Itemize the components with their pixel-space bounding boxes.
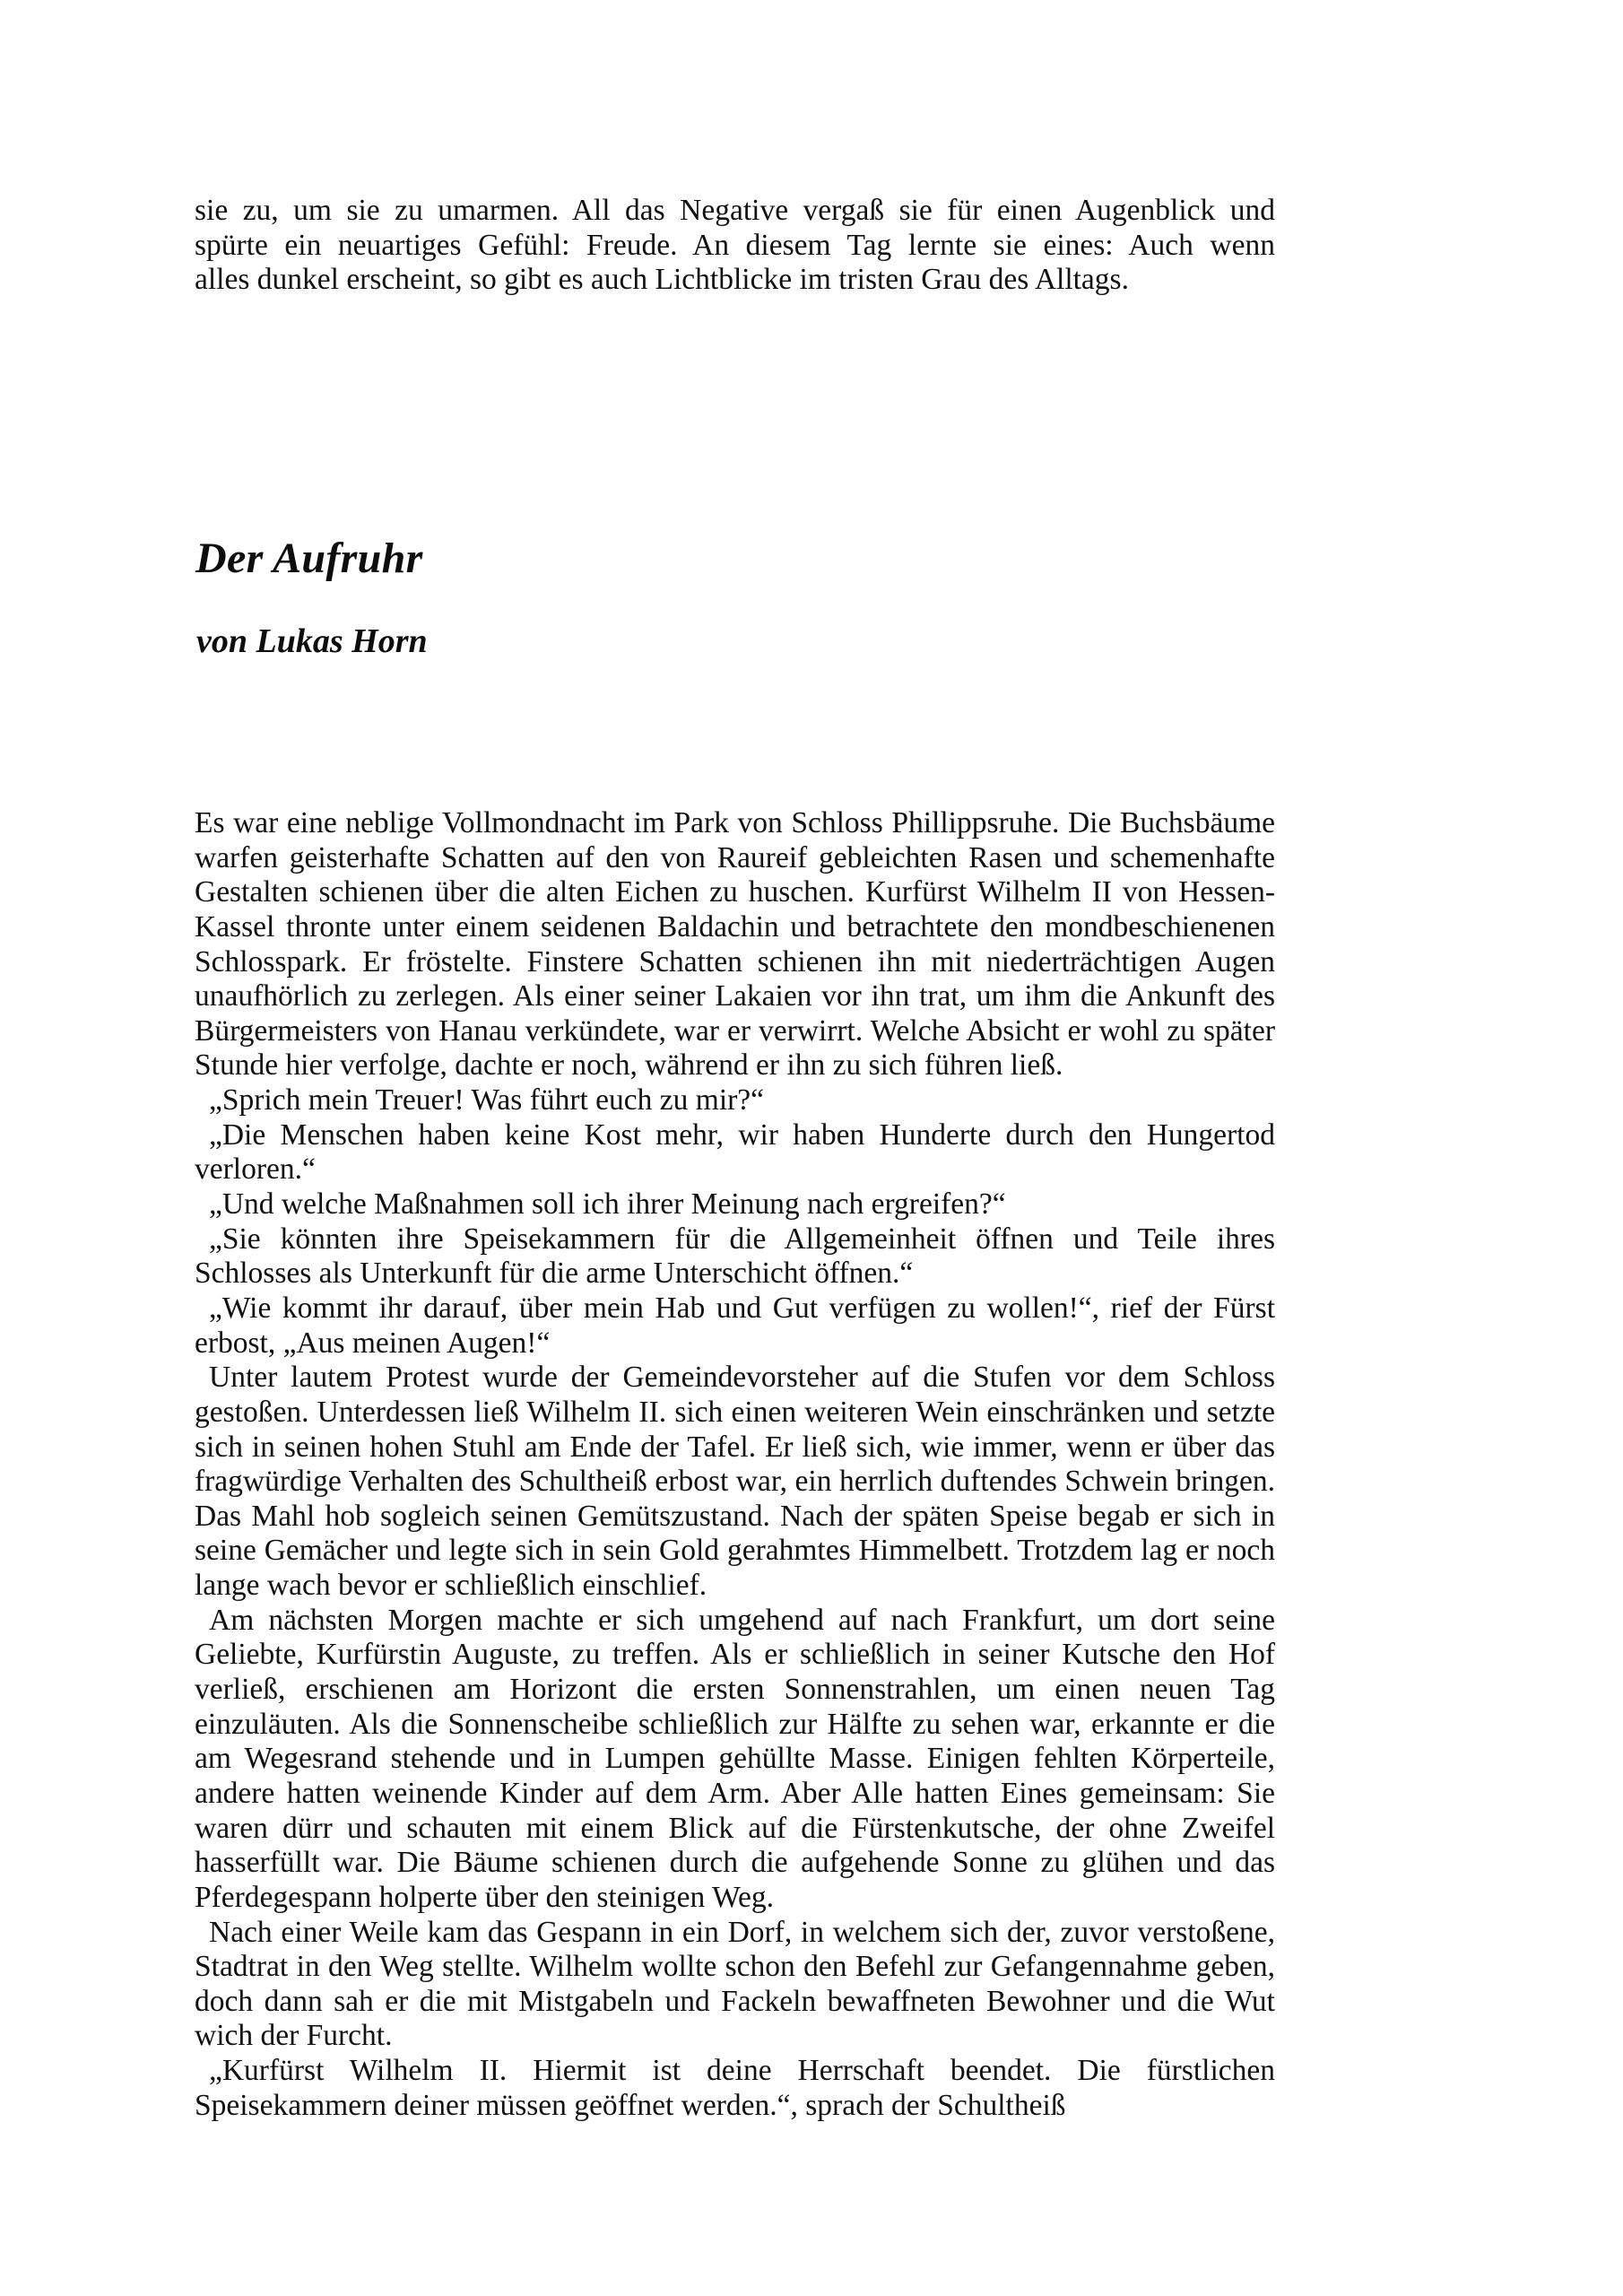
text-line: alles dunkel erscheint, so gibt es auch Lichtblicke im tristen Grau des Alltags. xyxy=(195,263,1129,297)
text-line: „Die Menschen haben keine Kost mehr, wir haben Hunderte durch den Hungertod xyxy=(209,1118,1275,1152)
text-line: Am nächsten Morgen machte er sich umgehend auf nach Frankfurt, um dort seine xyxy=(209,1603,1275,1637)
text-line: sich in seinen hohen Stuhl am Ende der Tafel. Er ließ sich, wie immer, wenn er über das xyxy=(195,1430,1275,1464)
text-line: Unter lautem Protest wurde der Gemeindevorsteher auf die Stufen vor dem Schloss xyxy=(209,1361,1275,1395)
text-line: verloren.“ xyxy=(195,1152,316,1187)
text-line: fragwürdige Verhalten des Schultheiß erbost war, ein herrlich duftendes Schwein bringen. xyxy=(195,1465,1275,1499)
text-line: Speisekammern deiner müssen geöffnet werden.“, sprach der Schultheiß xyxy=(195,2088,1066,2122)
previous-story-ending xyxy=(195,194,1275,298)
text-line: warfen geisterhafte Schatten auf den von Raureif gebleichten Rasen und schemenhafte xyxy=(195,840,1275,874)
text-line: Es war eine neblige Vollmondnacht im Park von Schloss Phillippsruhe. Die Buchsbäume xyxy=(195,806,1275,839)
story-author: von Lukas Horn xyxy=(196,622,428,660)
text-line: „Sprich mein Treuer! Was führt euch zu mir?“ xyxy=(209,1083,765,1118)
text-line: Geliebte, Kurfürstin Auguste, zu treffen. Als er schließlich in seiner Kutsche den Hof xyxy=(195,1638,1275,1672)
text-line: am Wegesrand stehende und in Lumpen gehüllte Masse. Einigen fehlten Körperteile, xyxy=(195,1742,1275,1776)
text-line: Gestalten schienen über die alten Eichen zu huschen. Kurfürst Wilhelm II von Hessen- xyxy=(195,875,1275,909)
text-line: „Und welche Maßnahmen soll ich ihrer Meinung nach ergreifen?“ xyxy=(209,1187,1006,1222)
text-line: „Sie könnten ihre Speisekammern für die Allgemeinheit öffnen und Teile ihres xyxy=(209,1222,1275,1256)
text-line: sie zu, um sie zu umarmen. All das Negative vergaß sie für einen Augenblick und xyxy=(195,194,1275,227)
text-line: Schlosses als Unterkunft für die arme Unterschicht öffnen.“ xyxy=(195,1257,914,1291)
text-line: Kassel thronte unter einem seidenen Baldachin und betrachtete den mondbeschienenen xyxy=(195,909,1275,944)
story-title: Der Aufruhr xyxy=(195,535,423,582)
text-line: gestoßen. Unterdessen ließ Wilhelm II. sich einen weiteren Wein einschränken und setzte xyxy=(195,1395,1275,1429)
text-line: „Wie kommt ihr darauf, über mein Hab und Gut verfügen zu wollen!“, rief der Fürst xyxy=(209,1291,1275,1325)
text-line: spürte ein neuartiges Gefühl: Freude. An diesem Tag lernte sie eines: Auch wenn xyxy=(195,228,1275,262)
text-line: waren dürr und schauten mit einem Blick auf die Fürstenkutsche, der ohne Zweifel xyxy=(195,1811,1275,1845)
text-line: Bürgermeisters von Hanau verkündete, war er verwirrt. Welche Absicht er wohl zu später xyxy=(195,1013,1275,1048)
text-line: Stunde hier verfolge, dachte er noch, während er ihn zu sich führen ließ. xyxy=(195,1048,1063,1083)
text-line: lange wach bevor er schließlich einschlief. xyxy=(195,1569,707,1603)
text-line: andere hatten weinende Kinder auf dem Arm. Aber Alle hatten Eines gemeinsam: Sie xyxy=(195,1776,1275,1810)
text-line: hasserfüllt war. Die Bäume schienen durch die aufgehende Sonne zu glühen und das xyxy=(195,1846,1275,1880)
story-body xyxy=(195,806,1275,2123)
text-line: wich der Furcht. xyxy=(195,2019,393,2053)
text-line: erbost, „Aus meinen Augen!“ xyxy=(195,1326,551,1360)
text-line: seine Gemächer und legte sich in sein Gold gerahmtes Himmelbett. Trotzdem lag er noch xyxy=(195,1534,1275,1568)
text-line: Pferdegespann holperte über den steinigen Weg. xyxy=(195,1880,775,1914)
text-line: Stadtrat in den Weg stellte. Wilhelm wollte schon den Befehl zur Gefangennahme geben, xyxy=(195,1950,1275,1984)
text-line: Nach einer Weile kam das Gespann in ein Dorf, in welchem sich der, zuvor verstoßene, xyxy=(209,1915,1275,1949)
text-line: doch dann sah er die mit Mistgabeln und Fackeln bewaffneten Bewohner und die Wut xyxy=(195,1984,1275,2018)
text-line: einzuläuten. Als die Sonnenscheibe schließlich zur Hälfte zu sehen war, erkannte er die xyxy=(195,1707,1275,1741)
text-line: „Kurfürst Wilhelm II. Hiermit ist deine Herrschaft beendet. Die fürstlichen xyxy=(209,2054,1275,2088)
text-line: unaufhörlich zu zerlegen. Als einer seiner Lakaien vor ihn trat, um ihm die Ankunft des xyxy=(195,979,1275,1013)
text-line: verließ, erschienen am Horizont die ersten Sonnenstrahlen, um einen neuen Tag xyxy=(195,1673,1275,1707)
text-line: Das Mahl hob sogleich seinen Gemütszustand. Nach der späten Speise begab er sich in xyxy=(195,1499,1275,1533)
text-line: Schlosspark. Er fröstelte. Finstere Schatten schienen ihn mit niederträchtigen Augen xyxy=(195,944,1275,978)
